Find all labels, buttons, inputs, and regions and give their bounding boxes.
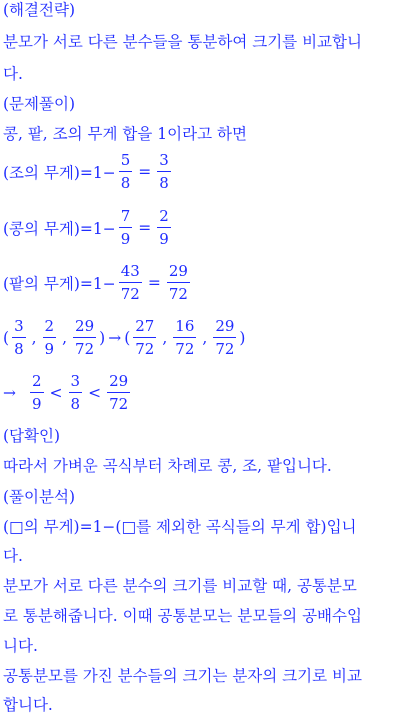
denominator: 72 [109,395,129,413]
numerator: 3 [14,317,24,335]
numerator: 29 [168,262,188,280]
denominator: 72 [75,340,95,358]
analysis-text-line4: 로 통분해줍니다. 이때 공통분모는 분모들의 공배수입 [3,607,362,625]
equation-common-denominator [3,317,245,359]
answer-heading: (답확인) [3,427,61,445]
fraction [43,317,57,359]
comma: , [202,329,208,347]
equals-sign: = [138,219,152,237]
denominator: 9 [32,395,42,413]
fraction-bar [119,282,142,283]
equation-pat-label: (팥의 무게)=1− [3,275,116,293]
arrow-right: → [3,384,16,402]
fraction-bar [69,392,83,393]
numerator: 27 [135,317,155,335]
analysis-text-line3: 분모가 서로 다른 분수의 크기를 비교할 때, 공통분모 [3,577,357,595]
fraction-bar [157,227,171,228]
solution-intro: 콩, 팥, 조의 무게 합을 1이라고 하면 [3,125,247,143]
fraction-bar [30,392,44,393]
equation-kong-label: (콩의 무게)=1− [3,220,116,238]
fraction [157,151,171,193]
strategy-text-line2: 다. [3,65,23,83]
fraction-bar [12,337,26,338]
numerator: 29 [75,317,95,335]
fraction [119,151,133,193]
numerator: 3 [70,372,81,390]
fraction-bar [133,337,156,338]
comma: , [162,329,168,347]
equals-sign: = [147,274,161,292]
equation-jo [3,151,174,193]
fraction-bar [213,337,236,338]
analysis-text-line2: 다. [3,547,23,565]
denominator: 8 [70,395,81,413]
numerator: 29 [109,372,129,390]
less-than: < [88,384,102,402]
denominator: 9 [120,230,131,248]
analysis-text-line7: 합니다. [3,696,53,714]
denominator: 72 [120,285,140,303]
numerator: 5 [120,151,131,169]
analysis-text-line6: 공통분모를 가진 분수들의 크기는 분자의 크기로 비교 [3,667,362,685]
numerator: 7 [120,207,131,225]
denominator: 8 [159,174,169,192]
fraction [213,317,236,359]
denominator: 72 [168,285,188,303]
denominator: 72 [135,340,155,358]
analysis-text-line1: (□의 무게)=1−(□를 제외한 곡식들의 무게 합)입니 [3,518,357,536]
fraction [69,372,83,414]
analysis-text-line5: 니다. [3,637,38,655]
strategy-text-line1: 분모가 서로 다른 분수들을 통분하여 크기를 비교합니 [3,33,362,51]
numerator: 2 [32,372,42,390]
fraction [73,317,96,359]
open-paren: ( [3,329,10,347]
equation-kong [3,207,174,249]
numerator: 29 [215,317,235,335]
open-paren: ( [124,329,131,347]
numerator: 2 [44,317,55,335]
equation-jo-label: (조의 무게)=1− [3,164,116,182]
fraction [119,207,133,249]
fraction-bar [43,337,57,338]
equation-pat [3,262,193,304]
numerator: 3 [159,151,169,169]
denominator: 8 [120,174,131,192]
denominator: 72 [175,340,195,358]
fraction [30,372,44,414]
denominator: 8 [14,340,24,358]
analysis-heading: (풀이분석) [3,488,75,506]
equals-sign: = [138,163,152,181]
fraction-bar [73,337,96,338]
arrow-right: → [108,329,122,347]
fraction-bar [119,227,133,228]
fraction [119,262,142,304]
numerator: 2 [159,207,169,225]
numerator: 43 [120,262,140,280]
fraction-bar [119,171,133,172]
strategy-heading: (해결전략) [3,1,75,19]
close-paren: ) [239,329,246,347]
comma: , [62,329,68,347]
denominator: 9 [159,230,169,248]
close-paren: ) [99,329,106,347]
fraction-bar [107,392,130,393]
fraction [167,262,190,304]
fraction-bar [167,282,190,283]
numerator: 16 [175,317,195,335]
fraction [173,317,196,359]
less-than: < [49,384,63,402]
fraction [12,317,26,359]
denominator: 9 [44,340,55,358]
fraction [157,207,171,249]
fraction [107,372,130,414]
comma: , [31,329,37,347]
fraction-bar [173,337,196,338]
answer-text: 따라서 가벼운 곡식부터 차례로 콩, 조, 팥입니다. [3,457,332,475]
fraction-bar [157,171,171,172]
solution-heading: (문제풀이) [3,95,75,113]
fraction [133,317,156,359]
equation-comparison [3,372,133,414]
denominator: 72 [215,340,235,358]
